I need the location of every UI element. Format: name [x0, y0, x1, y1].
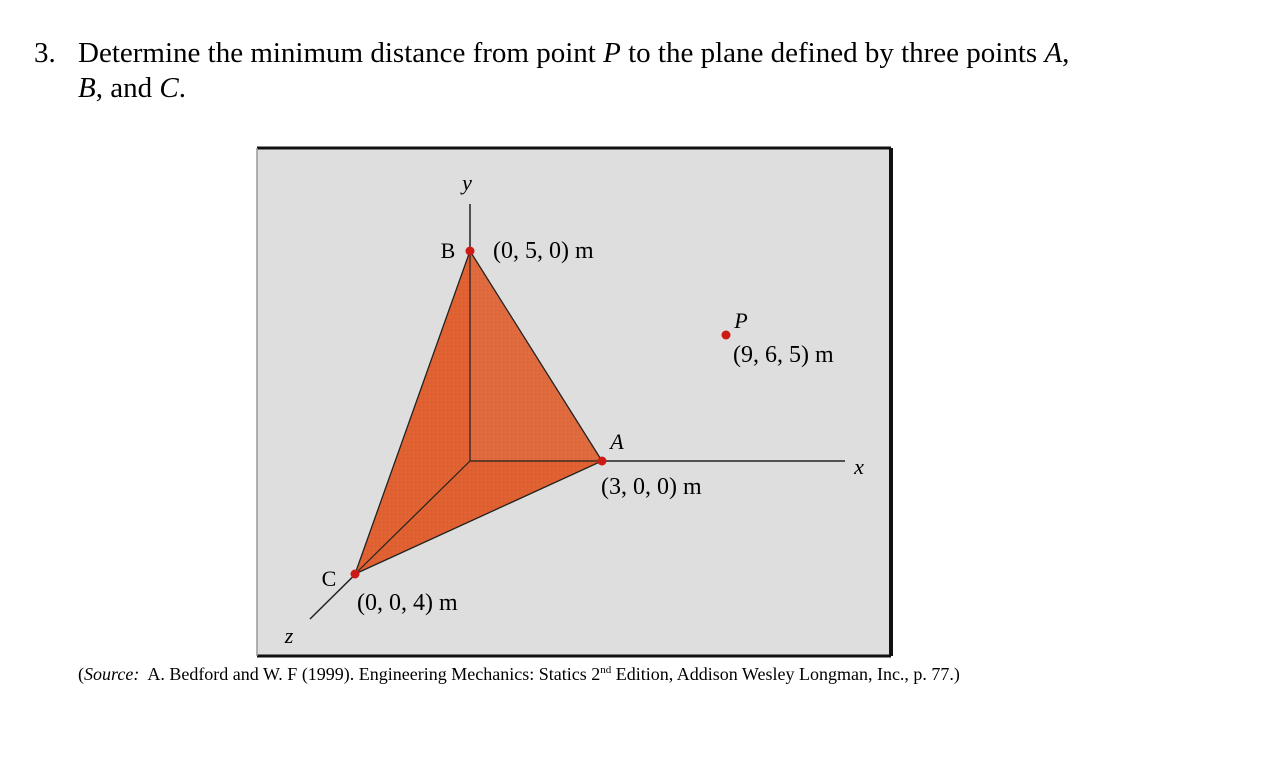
axis-z-label: z [284, 623, 294, 648]
problem-text-part: . [178, 72, 186, 104]
point-p-label: P [734, 308, 748, 333]
problem-text-part: Determine the minimum distance from point [78, 37, 604, 69]
point-c-label: C [321, 566, 337, 591]
citation-text: A. Bedford and W. F (1999). Engineering Mechanics: Statics 2 [139, 664, 601, 684]
problem-text-part: , [1062, 37, 1070, 69]
point-a-dot [598, 457, 607, 466]
figure-tetrahedron [255, 146, 895, 660]
point-c-coord: (0, 0, 4) m [357, 590, 458, 616]
problem-text-part: to the plane defined by three points [620, 37, 1045, 69]
problem-text [78, 36, 1198, 106]
citation-open-paren: ( [78, 664, 84, 684]
point-a-ref: A [1044, 37, 1063, 69]
problem-text-part: , and [95, 72, 160, 104]
point-a-label: A [610, 429, 624, 454]
point-b-coord: (0, 5, 0) m [493, 238, 594, 264]
point-b-label: B [440, 238, 456, 263]
point-p-coord: (9, 6, 5) m [733, 342, 834, 368]
citation-rest: Edition, Addison Wesley Longman, Inc., p. 77.) [611, 664, 960, 684]
citation-source-word: Source: [84, 664, 140, 684]
point-c-ref: C [159, 72, 179, 104]
figure-svg [255, 146, 895, 660]
point-b-dot [466, 247, 475, 256]
point-a-coord: (3, 0, 0) m [601, 474, 702, 500]
point-c-dot [351, 570, 360, 579]
axis-y-label: y [462, 170, 472, 195]
point-p-dot [722, 331, 731, 340]
point-b-ref: B [78, 72, 96, 104]
citation-superscript: nd [600, 664, 612, 676]
point-p-ref: P [603, 37, 621, 69]
source-citation [78, 664, 960, 685]
problem-number: 3. [34, 37, 56, 69]
figure-background [257, 148, 891, 656]
axis-x-label: x [854, 454, 864, 479]
